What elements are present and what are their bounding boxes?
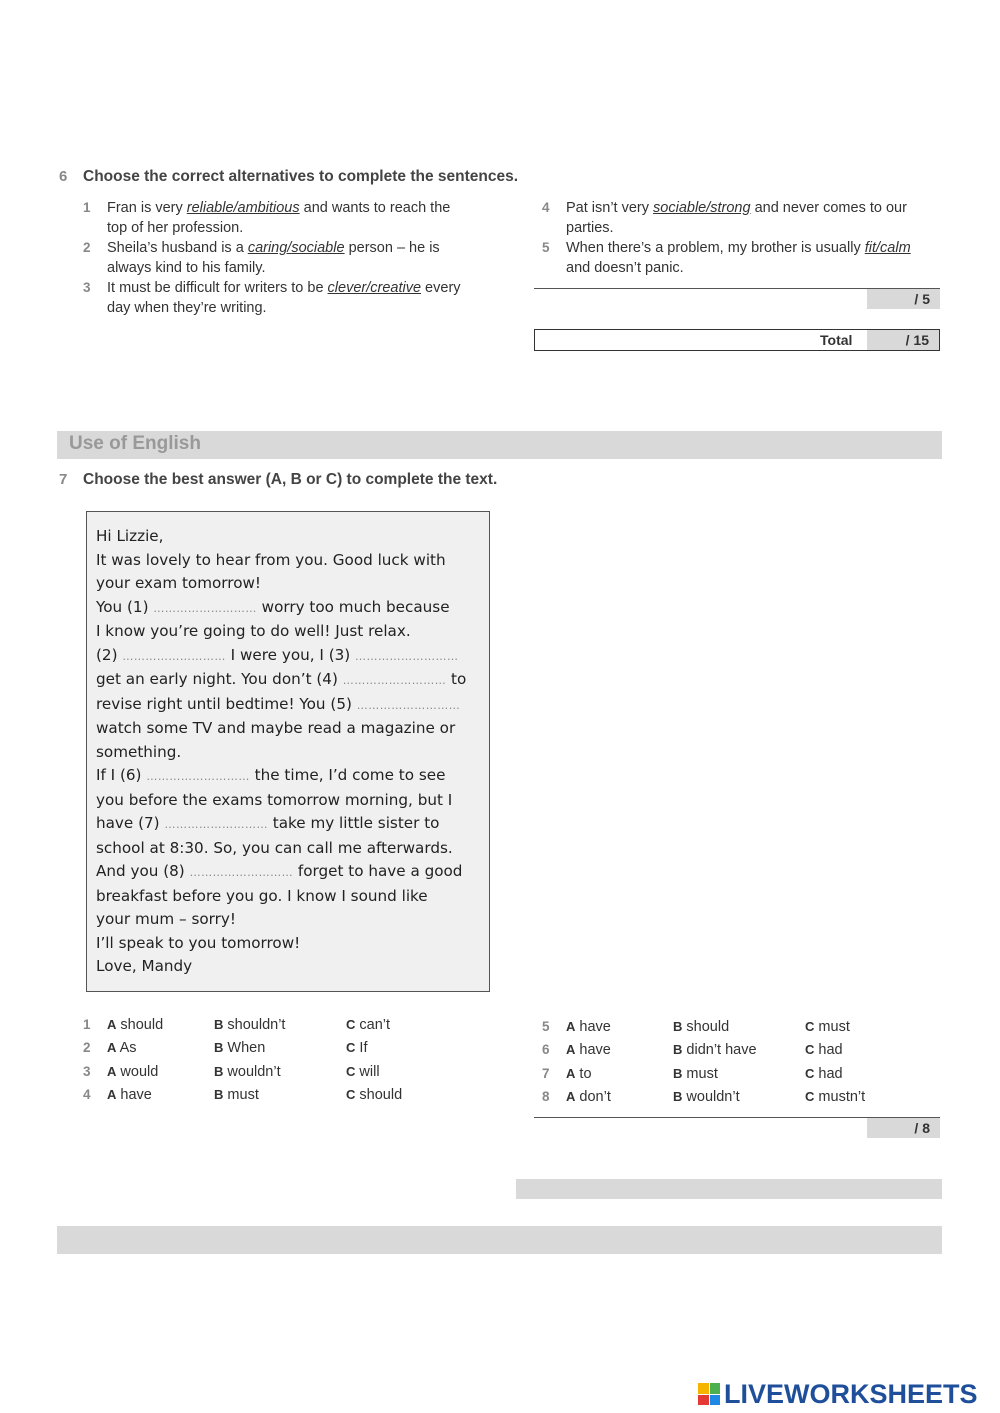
letter-line: school at 8:30. So, you can call me afterwards.: [96, 838, 453, 857]
question-title: Choose the best answer (A, B or C) to complete the text.: [83, 471, 498, 488]
option-c[interactable]: C If: [346, 1040, 368, 1056]
option-c[interactable]: C will: [346, 1064, 380, 1080]
letter-line: you before the exams tomorrow morning, but I: [96, 790, 453, 809]
option-number: 7: [542, 1066, 550, 1081]
option-a[interactable]: A As: [107, 1040, 137, 1056]
option-c[interactable]: C had: [805, 1042, 843, 1058]
option-c[interactable]: C had: [805, 1066, 843, 1082]
item-text: Sheila’s husband is a caring/sociable person – he is always kind to his family.: [107, 240, 440, 276]
option-number: 5: [542, 1019, 550, 1034]
option-number: 6: [542, 1042, 550, 1057]
option-c[interactable]: C must: [805, 1019, 850, 1035]
letter-line: revise right until bedtime! You (5) ………………………: [96, 694, 461, 713]
letter-text-box: [86, 511, 490, 992]
option-a[interactable]: A would: [107, 1064, 159, 1080]
question-title: Choose the correct alternatives to complete the sentences.: [83, 168, 518, 185]
q6-item-3: [83, 278, 503, 318]
option-number: 4: [83, 1087, 91, 1102]
option-b[interactable]: B When: [214, 1040, 266, 1056]
total-label: Total: [820, 332, 853, 348]
gap-1[interactable]: ………………………: [153, 601, 257, 615]
q6-item-1: [83, 198, 503, 238]
letter-line: You (1) ……………………… worry too much because: [96, 597, 450, 616]
option-a[interactable]: A to: [566, 1066, 592, 1082]
item-text: Fran is very reliable/ambitious and wants to reach the top of her profession.: [107, 200, 451, 236]
option-a[interactable]: A have: [566, 1042, 611, 1058]
option-b[interactable]: B wouldn’t: [214, 1064, 281, 1080]
choice-word-pair[interactable]: fit/calm: [864, 240, 911, 256]
gap-6[interactable]: ………………………: [146, 770, 250, 783]
letter-line: breakfast before you go. I know I sound like: [96, 886, 428, 905]
gap-3[interactable]: ………………………: [355, 649, 459, 663]
letter-line: And you (8) ……………………… forget to have a good: [96, 862, 463, 880]
option-number: 3: [83, 1064, 91, 1079]
item-number: 1: [83, 200, 91, 215]
option-c[interactable]: C should: [346, 1087, 403, 1103]
option-b[interactable]: B must: [214, 1087, 259, 1103]
letter-line: I know you’re going to do well! Just relax.: [96, 622, 411, 640]
letter-line: It was lovely to hear from you. Good luck with: [96, 550, 446, 569]
letter-line: your exam tomorrow!: [96, 574, 261, 592]
gap-8[interactable]: ………………………: [189, 866, 294, 879]
item-text: When there’s a problem, my brother is usually fit/calm and doesn’t panic.: [566, 240, 911, 276]
letter-line: I’ll speak to you tomorrow!: [96, 933, 301, 952]
option-number: 2: [83, 1040, 91, 1055]
logo-icon: [698, 1383, 720, 1405]
letter-line: If I (6) ……………………… the time, I’d come to see: [96, 766, 446, 784]
score-box: / 5: [867, 289, 940, 309]
section-title: Use of English: [69, 433, 201, 454]
gap-4[interactable]: ………………………: [342, 674, 447, 687]
item-number: 5: [542, 240, 550, 255]
q6-item-4: [542, 198, 962, 238]
option-b[interactable]: B wouldn’t: [673, 1089, 740, 1105]
gap-2[interactable]: ………………………: [122, 649, 226, 663]
q6-item-2: [83, 238, 503, 278]
item-text: Pat isn’t very sociable/strong and never comes to our parties.: [566, 200, 907, 236]
question-number: 6: [59, 168, 68, 185]
option-b[interactable]: B shouldn’t: [214, 1017, 286, 1033]
empty-section-bar: [57, 1226, 942, 1254]
option-a[interactable]: A don’t: [566, 1089, 611, 1105]
option-b[interactable]: B should: [673, 1019, 730, 1035]
empty-bar: [516, 1179, 942, 1199]
option-number: 1: [83, 1017, 91, 1032]
item-number: 2: [83, 240, 91, 255]
item-number: 3: [83, 280, 91, 295]
letter-line: your mum – sorry!: [96, 910, 236, 928]
letter-line: Hi Lizzie,: [96, 527, 164, 545]
option-b[interactable]: B didn’t have: [673, 1042, 757, 1058]
gap-7[interactable]: ………………………: [164, 818, 268, 831]
gap-5[interactable]: ………………………: [356, 698, 461, 712]
logo-text: LIVEWORKSHEETS: [724, 1378, 978, 1409]
option-a[interactable]: A have: [566, 1019, 611, 1035]
letter-line: have (7) ……………………… take my little sister to: [96, 814, 440, 832]
option-a[interactable]: A have: [107, 1087, 152, 1103]
letter-line: something.: [96, 742, 182, 761]
option-a[interactable]: A should: [107, 1017, 164, 1033]
score-box: / 8: [867, 1118, 940, 1138]
q6-item-5: [542, 238, 962, 278]
total-score: / 15: [867, 330, 939, 350]
option-c[interactable]: C can’t: [346, 1017, 391, 1033]
letter-line: get an early night. You don’t (4) ……………………… to: [96, 670, 467, 688]
choice-word-pair[interactable]: reliable/ambitious: [186, 200, 300, 216]
choice-word-pair[interactable]: caring/sociable: [247, 240, 345, 256]
letter-line: (2) ……………………… I were you, I (3) ………………………: [96, 645, 459, 664]
liveworksheets-logo: [698, 1378, 978, 1410]
choice-word-pair[interactable]: sociable/strong: [653, 200, 751, 216]
item-text: It must be difficult for writers to be clever/creative every day when they’re writing.: [107, 280, 461, 316]
option-c[interactable]: C mustn’t: [805, 1089, 866, 1105]
letter-line: watch some TV and maybe read a magazine or: [96, 719, 456, 737]
question-number: 7: [59, 471, 68, 488]
choice-word-pair[interactable]: clever/creative: [327, 280, 422, 296]
item-number: 4: [542, 200, 550, 215]
option-b[interactable]: B must: [673, 1066, 718, 1082]
letter-line: Love, Mandy: [96, 957, 193, 975]
option-number: 8: [542, 1089, 550, 1104]
